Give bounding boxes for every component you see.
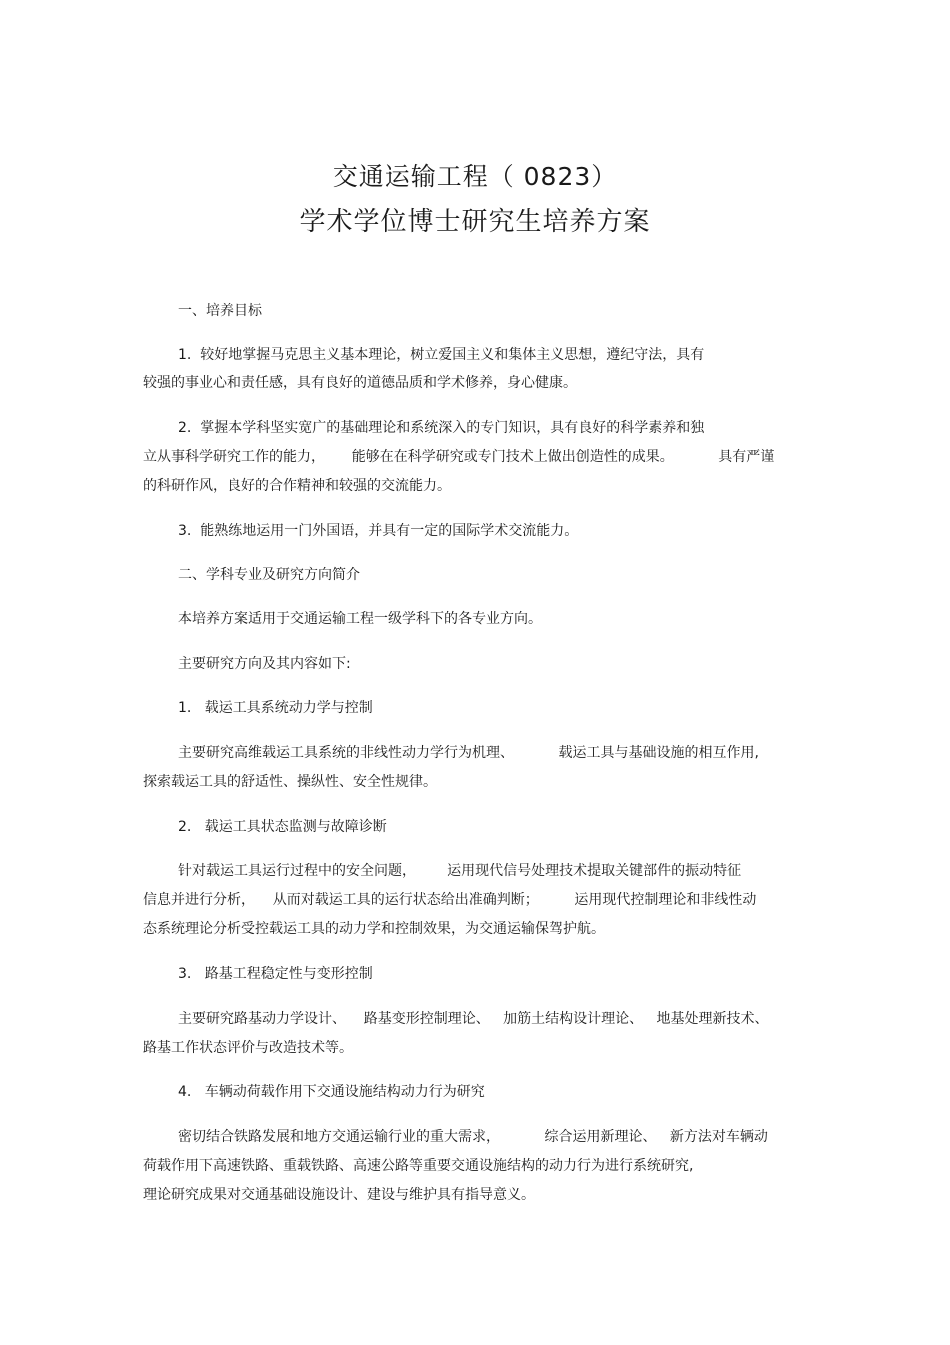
subheading-2: 2. 载运工具状态监测与故障诊断 (178, 819, 387, 835)
paragraph-line: 较强的事业心和责任感，具有良好的道德品质和学术修养，身心健康。 (143, 375, 577, 391)
paragraph-line: 态系统理论分析受控载运工具的动力学和控制效果，为交通运输保驾护航。 (143, 921, 605, 937)
subheading-4: 4. 车辆动荷载作用下交通设施结构动力行为研究 (178, 1084, 485, 1100)
subheading-3: 3. 路基工程稳定性与变形控制 (178, 966, 373, 982)
paragraph-line: 路基工作状态评价与改造技术等。 (143, 1040, 353, 1056)
paragraph-line: 本培养方案适用于交通运输工程一级学科下的各专业方向。 (178, 611, 542, 627)
page-title-line-2: 学术学位博士研究生培养方案 (299, 207, 651, 237)
paragraph-line: 理论研究成果对交通基础设施设计、建设与维护具有指导意义。 (143, 1187, 535, 1203)
paragraph-line: 立从事科学研究工作的能力， 能够在在科学研究或专门技术上做出创造性的成果。 具有严谨 (143, 449, 775, 465)
page-title-line-1: 交通运输工程（ 0823） (332, 162, 618, 191)
paragraph-line: 荷载作用下高速铁路、重载铁路、高速公路等重要交通设施结构的动力行为进行系统研究, (143, 1158, 694, 1174)
section-heading-disciplines: 二、学科专业及研究方向简介 (178, 567, 360, 583)
paragraph-line: 探索载运工具的舒适性、操纵性、安全性规律。 (143, 774, 437, 790)
paragraph-line: 3. 能熟练地运用一门外国语，并具有一定的国际学术交流能力。 (178, 523, 579, 539)
section-heading-goals: 一、培养目标 (178, 303, 262, 319)
paragraph-line: 密切结合铁路发展和地方交通运输行业的重大需求， 综合运用新理论、 新方法对车辆动 (178, 1129, 768, 1145)
subheading-1: 1. 载运工具系统动力学与控制 (178, 700, 373, 716)
paragraph-line: 2. 掌握本学科坚实宽广的基础理论和系统深入的专门知识，具有良好的科学素养和独 (178, 420, 705, 436)
paragraph-line: 1. 较好地掌握马克思主义基本理论，树立爱国主义和集体主义思想，遵纪守法，具有 (178, 347, 705, 363)
paragraph-line: 针对载运工具运行过程中的安全问题， 运用现代信号处理技术提取关键部件的振动特征 (178, 863, 742, 879)
paragraph-line: 信息并进行分析， 从而对载运工具的运行状态给出准确判断； 运用现代控制理论和非线性动 (143, 892, 757, 908)
paragraph-line: 主要研究方向及其内容如下: (178, 656, 351, 672)
paragraph-line: 主要研究路基动力学设计、 路基变形控制理论、 加筋土结构设计理论、 地基处理新技术、 (178, 1011, 769, 1027)
paragraph-line: 主要研究高维载运工具系统的非线性动力学行为机理、 载运工具与基础设施的相互作用, (178, 745, 759, 761)
paragraph-line: 的科研作风，良好的合作精神和较强的交流能力。 (143, 478, 451, 494)
